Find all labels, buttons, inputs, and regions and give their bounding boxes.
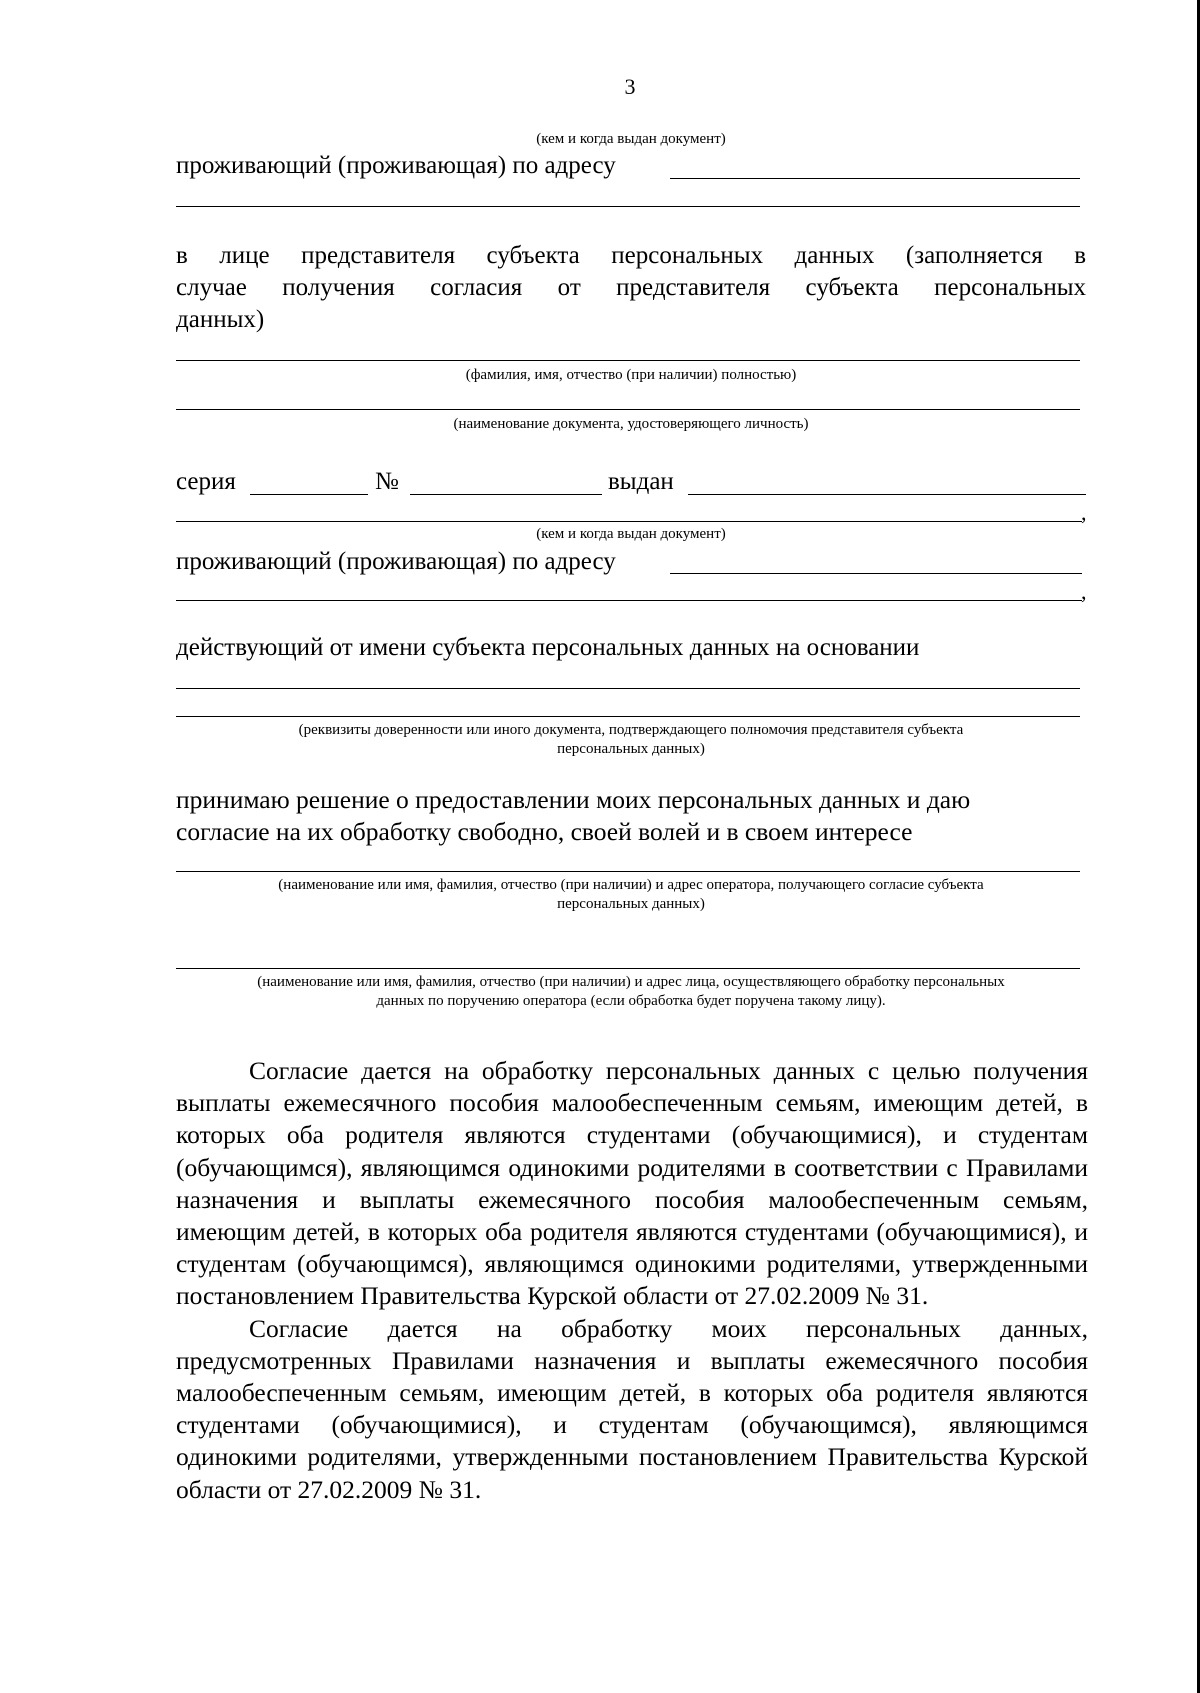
consent-paragraphs <box>176 1055 1088 1506</box>
address-field-1-continuation[interactable] <box>176 206 1080 207</box>
caption-operator-line-2: персональных данных) <box>557 896 705 912</box>
number-field[interactable] <box>410 494 602 495</box>
representative-line-3: данных) <box>176 306 265 333</box>
caption-id-doc: (наименование документа, удостоверяющего личность) <box>453 416 809 432</box>
caption-power-line-1: (реквизиты доверенности или иного документа, подтверждающего полномочия представителя субъекта <box>298 722 964 738</box>
caption-operator <box>176 876 1086 914</box>
address-field-2-continuation[interactable] <box>176 600 1082 601</box>
comma-2: , <box>1081 579 1087 604</box>
caption-processor-line-1: (наименование или имя, фамилия, отчество (при наличии) и адрес лица, осуществляющего обработку персональных <box>257 974 1005 990</box>
series-field[interactable] <box>250 494 368 495</box>
caption-power-line-2: персональных данных) <box>557 741 705 757</box>
id-document-field[interactable] <box>176 409 1080 410</box>
address-label-2: проживающий (проживающая) по адресу <box>176 548 616 575</box>
comma-1: , <box>1081 500 1087 525</box>
consent-paragraph-1: Согласие дается на обработку персональных данных с целью получения выплаты ежемесячного пособия малообеспеченным семьям, имеющим детей, в которых оба родителя являются студентами (обучающимися), и студентам (обучающимся), являющимся одинокими родителями в соответствии с Правилами назначения и выплаты ежемесячного пособия малообеспеченным семьям, имеющим детей, в которых оба родителя являются студентами (обучающимися), и студентам (обучающимся), являющимся одинокими родителями, утвержденными постановлением Правительства Курской области от 27.02.2009 № 31. <box>176 1056 1088 1311</box>
fio-field[interactable] <box>176 360 1080 361</box>
decision-line-1: принимаю решение о предоставлении моих персональных данных и даю <box>176 785 971 814</box>
consent-paragraph-2: Согласие дается на обработку моих персональных данных, предусмотренных Правилами назначения и выплаты ежемесячного пособия малообеспеченным семьям, имеющим детей, в которых оба родителя являются студентами (обучающимися), и студентам (обучающимся), являющимся одинокими родителями, утвержденными постановлением Правительства Курской области от 27.02.2009 № 31. <box>176 1313 1088 1504</box>
caption-power <box>176 721 1086 759</box>
caption-operator-line-1: (наименование или имя, фамилия, отчество (при наличии) и адрес оператора, получающего согласие субъекта <box>278 877 984 893</box>
acting-text: действующий от имени субъекта персональных данных на основании <box>176 634 920 661</box>
number-label: № <box>375 468 399 495</box>
representative-text <box>176 240 1086 336</box>
caption-fio: (фамилия, имя, отчество (при наличии) полностью) <box>465 367 797 383</box>
processor-field[interactable] <box>176 968 1080 969</box>
address-field-1[interactable] <box>670 178 1080 179</box>
operator-field[interactable] <box>176 871 1080 872</box>
representative-line-2: случае получения согласия от представителя субъекта персональных <box>176 274 1086 301</box>
page-number: 3 <box>624 74 636 99</box>
power-of-attorney-field-continuation[interactable] <box>176 716 1080 717</box>
representative-line-1: в лице представителя субъекта персональных данных (заполняется в <box>176 242 1086 269</box>
series-label: серия <box>176 468 236 495</box>
address-label-1: проживающий (проживающая) по адресу <box>176 152 616 179</box>
issued-field-continuation[interactable] <box>176 521 1082 522</box>
decision-text <box>176 784 1086 848</box>
decision-line-2: согласие на их обработку свободно, своей волей и в своем интересе <box>176 817 913 846</box>
caption-processor <box>176 973 1086 1011</box>
address-field-2[interactable] <box>670 573 1082 574</box>
caption-issued: (кем и когда выдан документ) <box>536 526 726 542</box>
caption-processor-line-2: данных по поручению оператора (если обработка будет поручена такому лицу). <box>376 993 886 1009</box>
issued-label: выдан <box>608 468 674 495</box>
caption-issued-top: (кем и когда выдан документ) <box>536 131 726 147</box>
power-of-attorney-field[interactable] <box>176 688 1080 689</box>
issued-field[interactable] <box>688 494 1086 495</box>
